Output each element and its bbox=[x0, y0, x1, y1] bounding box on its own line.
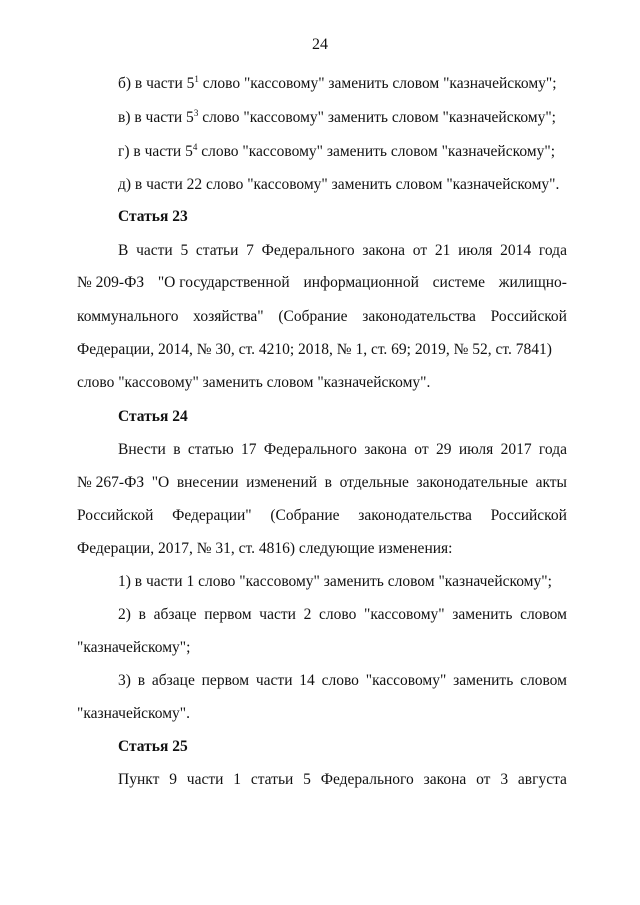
word: 21 bbox=[434, 242, 451, 259]
word: акты bbox=[535, 474, 567, 491]
superscript: 3 bbox=[193, 108, 199, 118]
word: июля bbox=[458, 242, 493, 259]
list-item-b bbox=[77, 74, 567, 94]
word: статьи bbox=[195, 242, 239, 259]
word: законодательства bbox=[362, 308, 476, 325]
word: в bbox=[324, 474, 332, 491]
word: 2) bbox=[118, 606, 131, 623]
paragraph-line bbox=[77, 539, 567, 559]
superscript: 4 bbox=[192, 142, 198, 152]
word: в bbox=[138, 606, 146, 623]
word: 5 bbox=[303, 771, 311, 788]
word: 3 bbox=[500, 771, 509, 788]
word: (Собрание bbox=[270, 507, 340, 524]
list-item-2-end: "казначейскому"; bbox=[77, 639, 191, 656]
word: отдельные bbox=[339, 474, 409, 491]
word: от bbox=[414, 441, 429, 458]
list-item-g-text-end: слово "кассовому" заменить словом "казначейскому"; bbox=[197, 143, 555, 160]
word: коммунального bbox=[77, 308, 179, 325]
word: от bbox=[412, 242, 428, 259]
word: "кассовому" bbox=[365, 672, 447, 689]
article-24-heading: Статья 24 bbox=[118, 408, 188, 425]
word: закона bbox=[364, 441, 407, 458]
word: августа bbox=[517, 771, 567, 788]
word: Федерального bbox=[320, 771, 414, 788]
word: Федерации, 2017, № 31, ст. 4816) следующие изменения: bbox=[77, 540, 453, 557]
paragraph-line bbox=[77, 473, 567, 493]
word: № 267-ФЗ bbox=[77, 474, 145, 491]
word: Российской bbox=[77, 507, 154, 524]
word: 29 bbox=[435, 441, 452, 458]
paragraph-line bbox=[77, 440, 567, 460]
word: Федерального bbox=[263, 441, 357, 458]
word: абзаце bbox=[153, 606, 197, 623]
list-item-b-text: б) в части 5 bbox=[118, 75, 195, 92]
word: 17 bbox=[241, 441, 257, 458]
paragraph-line bbox=[77, 241, 567, 261]
word: Российской bbox=[490, 308, 567, 325]
word: заменить bbox=[453, 672, 514, 689]
word: словом bbox=[520, 672, 567, 689]
word: абзаце bbox=[151, 672, 195, 689]
paragraph-line bbox=[77, 340, 567, 360]
paragraph-line bbox=[77, 373, 567, 393]
word: в bbox=[173, 441, 181, 458]
word: законодательства bbox=[358, 507, 472, 524]
list-item-1: 1) в части 1 слово "кассовому" заменить словом "казначейскому"; bbox=[118, 573, 552, 590]
word: жилищно- bbox=[498, 274, 567, 291]
list-item-2 bbox=[77, 605, 567, 625]
word: закона bbox=[362, 242, 406, 259]
word: 2 bbox=[303, 606, 312, 623]
word: Федерации" bbox=[172, 507, 252, 524]
word: 9 bbox=[169, 771, 177, 788]
word: первом bbox=[204, 606, 252, 623]
word: 2014 bbox=[500, 242, 532, 259]
word: части bbox=[186, 771, 224, 788]
word: июля bbox=[458, 441, 494, 458]
superscript: 1 bbox=[194, 74, 199, 84]
list-item-b-text-end: слово "кассовому" заменить словом "казначейскому"; bbox=[198, 75, 557, 92]
list-item-3 bbox=[77, 671, 567, 691]
word: 14 bbox=[299, 672, 315, 689]
article-23-heading: Статья 23 bbox=[118, 208, 188, 225]
word: хозяйства" bbox=[193, 308, 264, 325]
word: Российской bbox=[490, 507, 567, 524]
word: года bbox=[538, 441, 567, 458]
word: законодательные bbox=[416, 474, 528, 491]
word: информационной bbox=[303, 274, 419, 291]
word: Пункт bbox=[118, 771, 160, 788]
list-item-v-text-end: слово "кассовому" заменить словом "казначейскому"; bbox=[198, 109, 556, 126]
word: статью bbox=[187, 441, 234, 458]
word: части bbox=[136, 242, 173, 259]
word: № 209-ФЗ bbox=[77, 274, 145, 291]
word: закона bbox=[423, 771, 467, 788]
list-item-3-end: "казначейскому". bbox=[77, 705, 190, 722]
word: от bbox=[476, 771, 491, 788]
word: слово bbox=[321, 672, 359, 689]
word: системе bbox=[432, 274, 486, 291]
paragraph-line bbox=[77, 273, 567, 293]
word: Федерации, 2014, № 30, ст. 4210; 2018, № 1, ст. 69; 2019, № 52, ст. 7841) bbox=[77, 341, 552, 358]
word: "О государственной bbox=[157, 274, 290, 291]
word: изменений bbox=[246, 474, 318, 491]
word: слово bbox=[319, 606, 357, 623]
word: статьи bbox=[250, 771, 294, 788]
paragraph-line bbox=[77, 770, 567, 790]
page-number: 24 bbox=[312, 36, 328, 53]
word: "О bbox=[151, 474, 170, 491]
word: 1 bbox=[233, 771, 241, 788]
word: В bbox=[118, 242, 129, 259]
article-25-heading: Статья 25 bbox=[118, 738, 188, 755]
word: внесении bbox=[176, 474, 239, 491]
word: 3) bbox=[118, 672, 131, 689]
word: первом bbox=[201, 672, 250, 689]
word: 5 bbox=[180, 242, 189, 259]
list-item-d: д) в части 22 слово "кассовому" заменить словом "казначейскому". bbox=[118, 176, 560, 193]
word: 7 bbox=[246, 242, 254, 259]
list-item-v-text: в) в части 5 bbox=[118, 109, 194, 126]
list-item-g-text: г) в части 5 bbox=[118, 143, 193, 160]
word: 2017 bbox=[500, 441, 532, 458]
paragraph-line bbox=[77, 307, 567, 327]
paragraph-line bbox=[77, 506, 567, 526]
word: года bbox=[538, 242, 567, 259]
word: словом bbox=[520, 606, 567, 623]
list-item-v bbox=[77, 108, 567, 128]
word: части bbox=[255, 672, 293, 689]
list-item-g bbox=[77, 142, 567, 162]
word: "кассовому" bbox=[364, 606, 445, 623]
word: Внести bbox=[118, 441, 166, 458]
word: (Собрание bbox=[278, 308, 348, 325]
word: заменить bbox=[452, 606, 513, 623]
word: слово "кассовому" заменить словом "казначейскому". bbox=[77, 374, 431, 391]
word: части bbox=[259, 606, 296, 623]
word: Федерального bbox=[261, 242, 355, 259]
word: в bbox=[137, 672, 146, 689]
